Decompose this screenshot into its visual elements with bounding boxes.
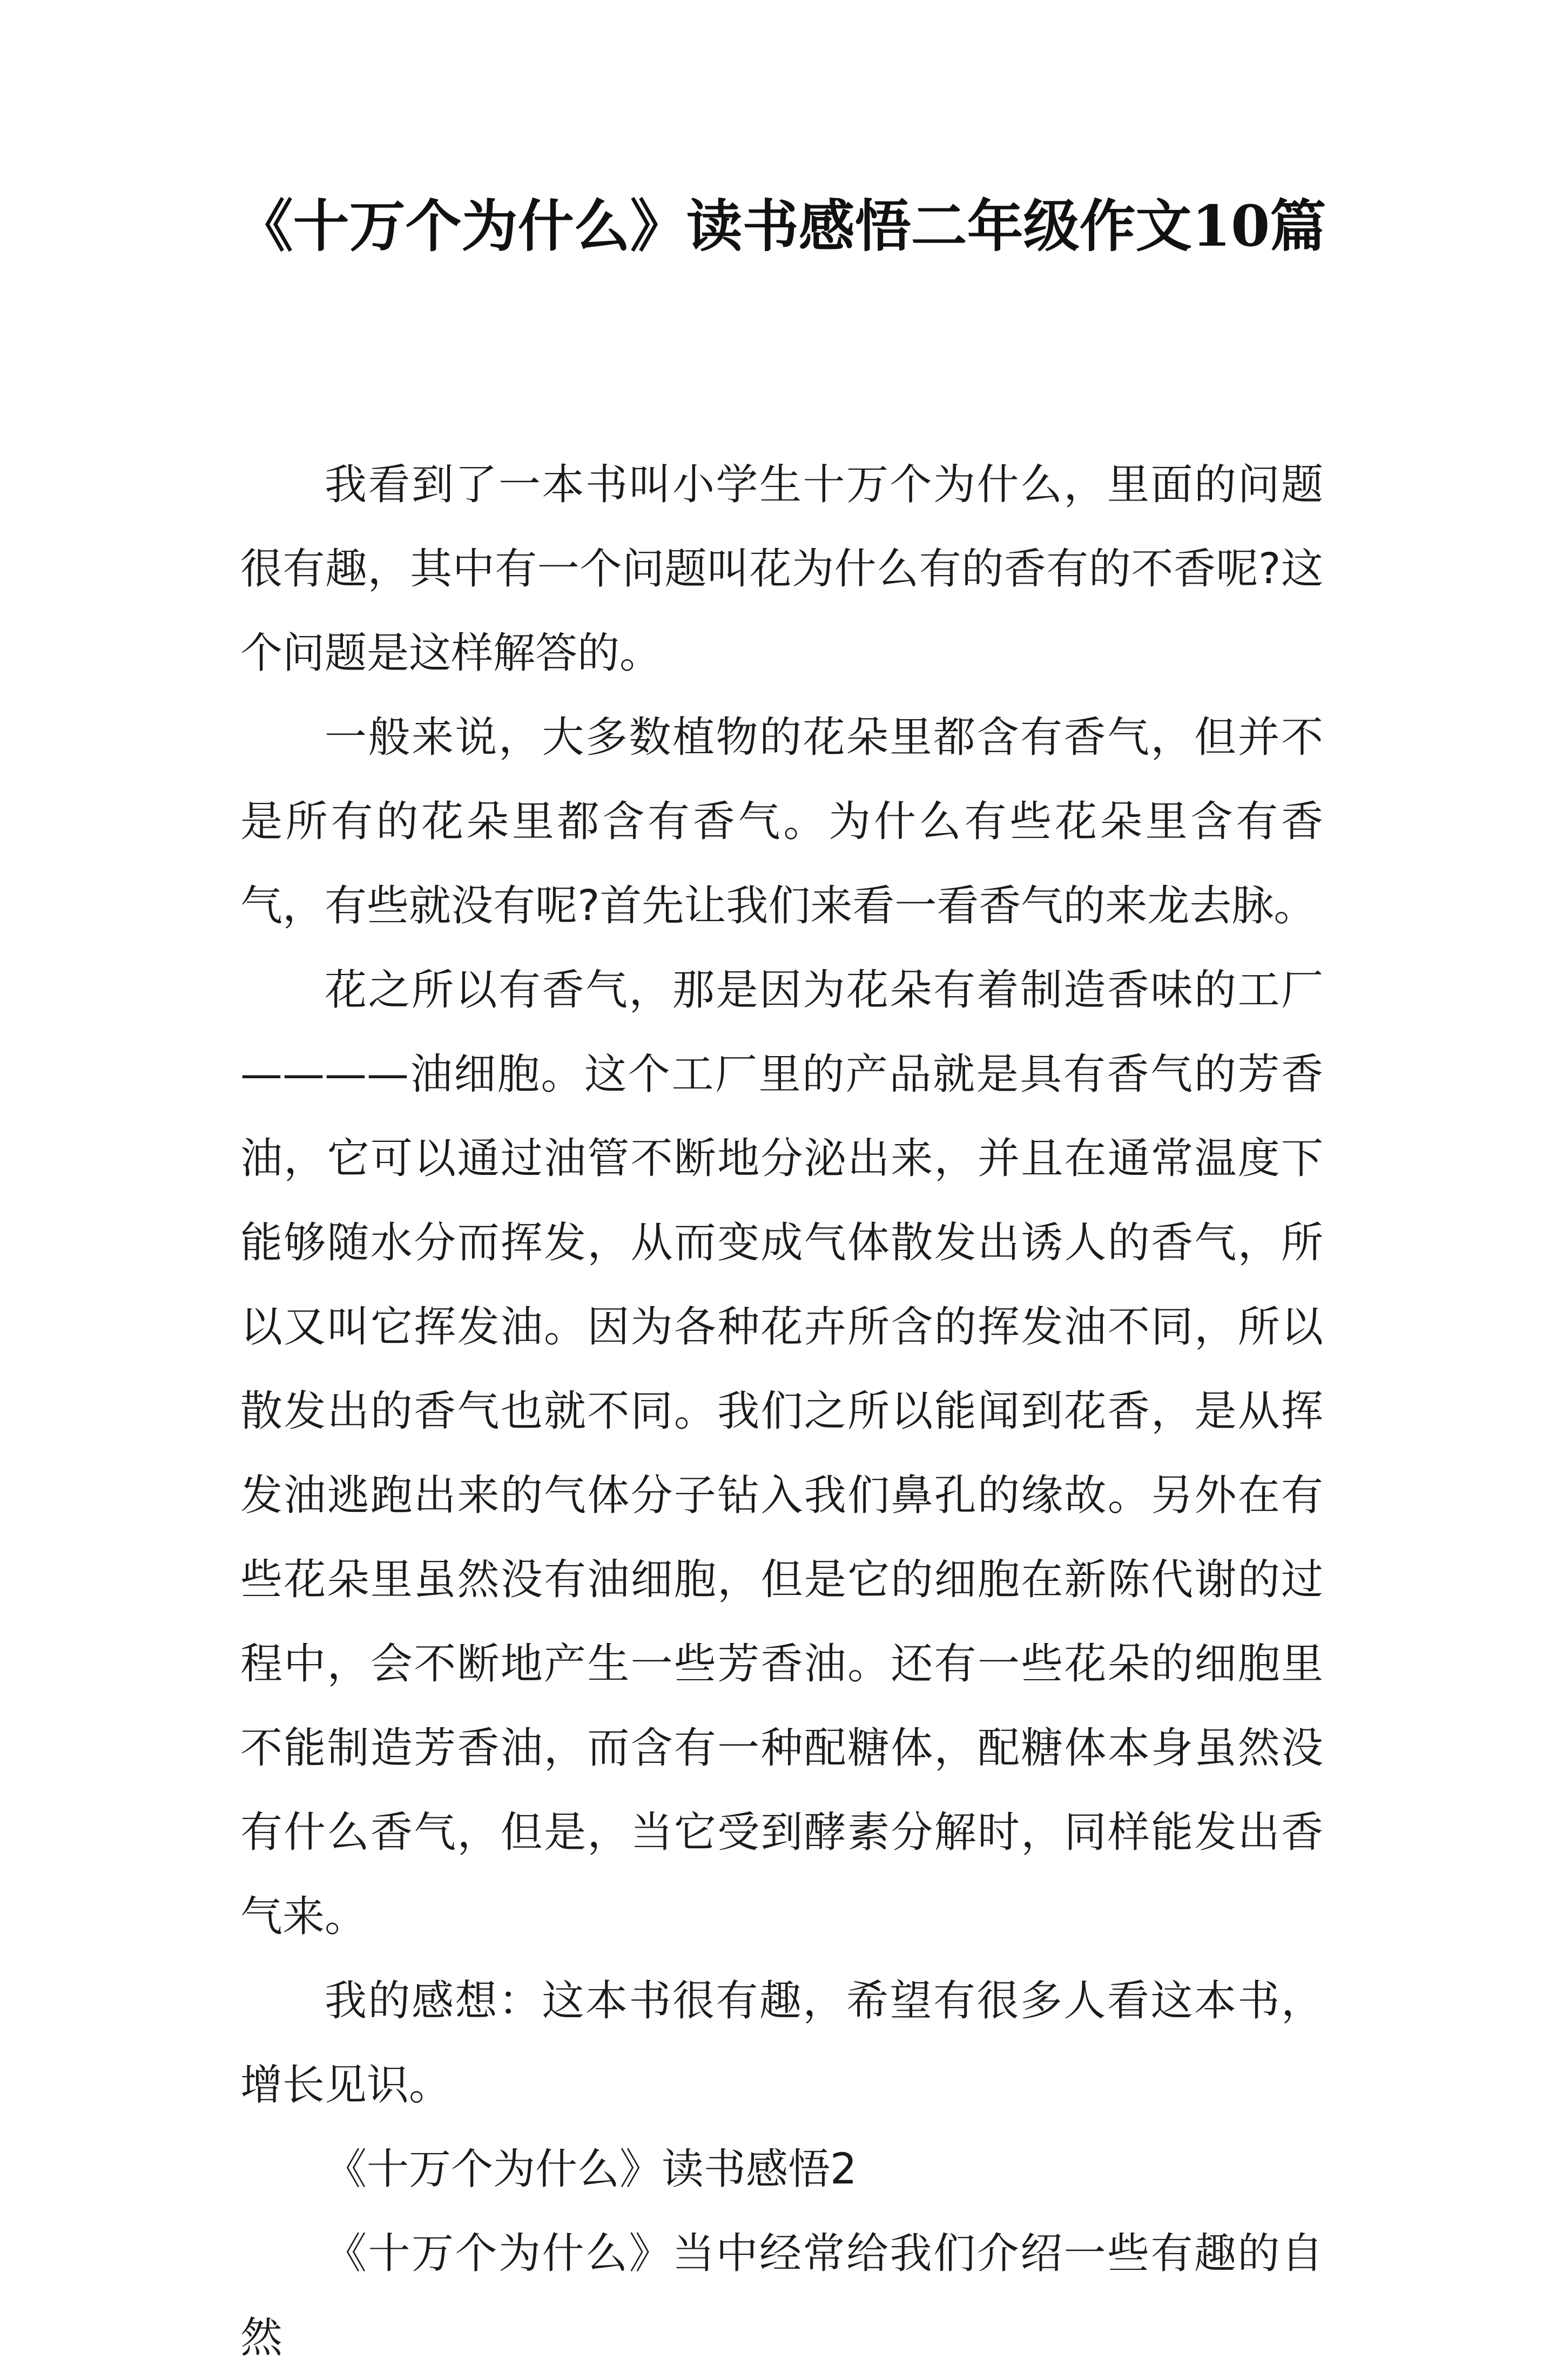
document-body (240, 443, 1323, 2380)
paragraph-2: 一般来说，大多数植物的花朵里都含有香气，但并不是所有的花朵里都含有香气。为什么有些花朵里含有香气，有些就没有呢?首先让我们来看一看香气的来龙去脉。 (240, 713, 1323, 930)
paragraph-4: 我的感想：这本书很有趣，希望有很多人看这本书，增长见识。 (240, 1977, 1323, 2109)
paragraph-1: 我看到了一本书叫小学生十万个为什么，里面的问题很有趣，其中有一个问题叫花为什么有的香有的不香呢?这个问题是这样解答的。 (240, 461, 1323, 678)
document-title: 《十万个为什么》读书感悟二年级作文10篇 (237, 193, 1326, 259)
paragraph-3: 花之所以有香气，那是因为花朵有着制造香味的工厂————油细胞。这个工厂里的产品就是具有香气的芳香油，它可以通过油管不断地分泌出来，并且在通常温度下能够随水分而挥发，从而变成气体散发出诱人的香气，所以又叫它挥发油。因为各种花卉所含的挥发油不同，所以散发出的香气也就不同。我们之所以能闻到花香，是从挥发油逃跑出来的气体分子钻入我们鼻孔的缘故。另外在有些花朵里虽然没有油细胞，但是它的细胞在新陈代谢的过程中，会不断地产生一些芳香油。还有一些花朵的细胞里不能制造芳香油，而含有一种配糖体，配糖体本身虽然没有什么香气，但是，当它受到酵素分解时，同样能发出香气来。 (240, 966, 1323, 1941)
paragraph-5: 《十万个为什么》当中经常给我们介绍一些有趣的自然 (240, 2229, 1323, 2362)
section-heading-2: 《十万个为什么》读书感悟2 (325, 2145, 857, 2194)
